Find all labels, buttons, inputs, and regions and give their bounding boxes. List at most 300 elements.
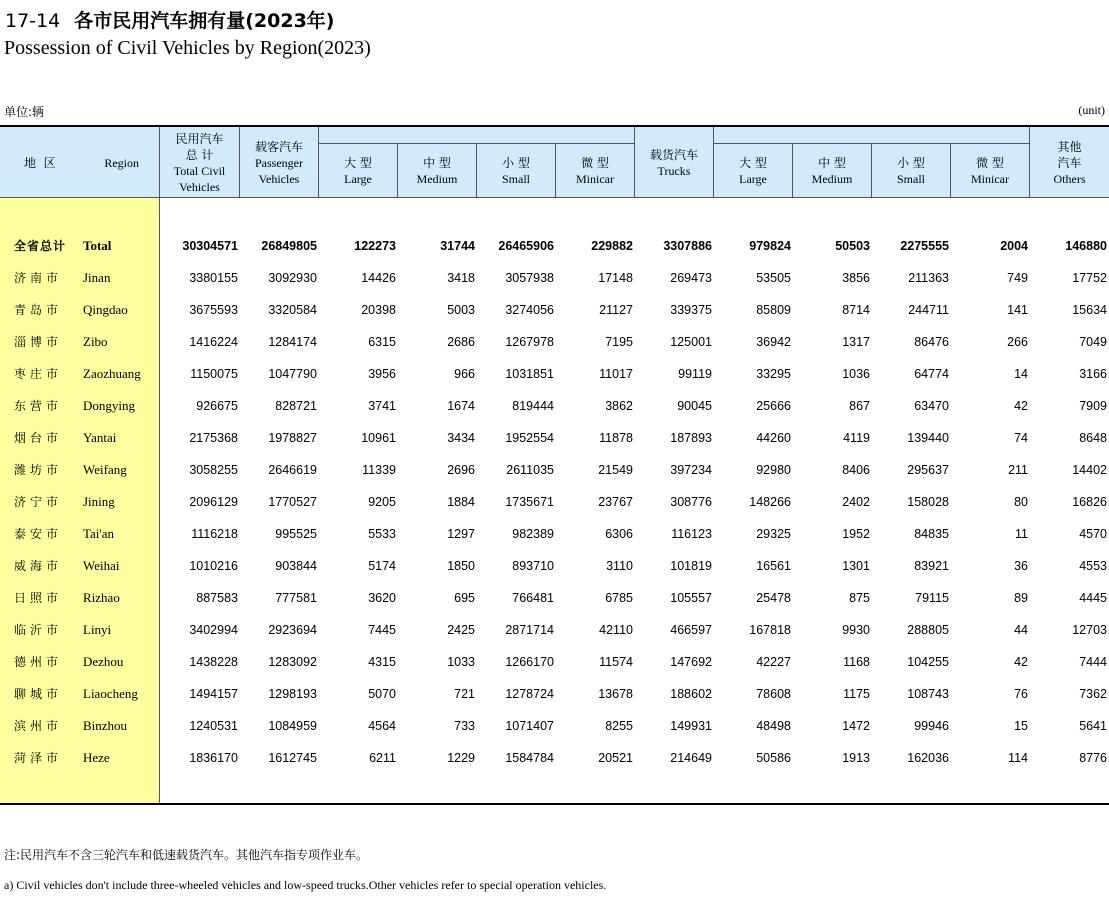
table-cell: 266 (1007, 335, 1028, 349)
table-cell: 1031851 (505, 367, 554, 381)
table-cell: 36 (1014, 559, 1028, 573)
table-cell: 17752 (1072, 271, 1107, 285)
header-others-en: Others (1053, 171, 1086, 186)
table-cell: 1071407 (505, 719, 554, 733)
table-cell: 887583 (196, 591, 238, 605)
table-cell: 84835 (914, 527, 949, 541)
table-cell: 6306 (605, 527, 633, 541)
table-cell: 1850 (447, 559, 475, 573)
header-region-en: Region (104, 155, 139, 170)
table-cell: 13678 (598, 687, 633, 701)
region-name-en: Dezhou (83, 654, 124, 669)
header-sub-divider-passenger (319, 143, 635, 144)
table-cell: 7445 (368, 623, 396, 637)
table-cell: 99119 (678, 367, 712, 381)
table-cell: 4445 (1079, 591, 1107, 605)
table-cell: 8714 (842, 303, 870, 317)
table-cell: 50586 (756, 751, 791, 765)
table-cell: 1267978 (505, 335, 554, 349)
header-t-medium (793, 144, 872, 198)
page-title-cn (5, 6, 334, 33)
header-t-medium-cn: 中 型 (818, 156, 846, 170)
table-cell: 11017 (599, 367, 633, 381)
table-row (0, 326, 1109, 358)
unit-label-cn: 单位:辆 (4, 105, 45, 119)
table-cell: 9205 (368, 495, 396, 509)
table-cell: 5174 (368, 559, 396, 573)
region-name-cn: 德州市 (14, 655, 63, 669)
table-row (0, 518, 1109, 550)
table-cell: 139440 (907, 431, 949, 445)
region-name-en: Weifang (83, 462, 127, 477)
table-cell: 3741 (368, 399, 396, 413)
table-cell: 3092930 (268, 271, 317, 285)
region-name-cn: 济宁市 (14, 495, 63, 509)
table-cell: 78608 (756, 687, 791, 701)
table-cell: 1836170 (189, 751, 238, 765)
header-t-small-cn: 小 型 (897, 156, 925, 170)
region-name-en: Rizhao (83, 590, 120, 605)
header-p-large-en: Large (344, 172, 372, 186)
header-t-large (714, 144, 793, 198)
header-sub-divider-trucks (714, 143, 1030, 144)
unit-label-en: (unit) (1078, 103, 1105, 117)
table-cell: 2275555 (900, 239, 949, 253)
region-name-en: Weihai (83, 558, 120, 573)
table-row (0, 390, 1109, 422)
table-bottom-rule (0, 803, 1109, 805)
table-cell: 11 (1015, 527, 1028, 541)
table-cell: 2923694 (268, 623, 317, 637)
table-cell: 14426 (361, 271, 396, 285)
table-cell: 926675 (196, 399, 238, 413)
table-cell: 30304571 (182, 239, 238, 253)
table-cell: 1116218 (191, 527, 238, 541)
table-cell: 141 (1007, 303, 1028, 317)
region-name-cn: 泰安市 (14, 527, 63, 541)
header-p-small-en: Small (501, 172, 530, 186)
table-cell: 3418 (447, 271, 475, 285)
table-cell: 875 (849, 591, 870, 605)
table-cell: 1278724 (505, 687, 554, 701)
table-cell: 211363 (908, 271, 949, 285)
header-p-large (319, 144, 398, 198)
table-cell: 11574 (599, 655, 633, 669)
table-cell: 8406 (842, 463, 870, 477)
table-cell: 819444 (512, 399, 554, 413)
table-cell: 2004 (1000, 239, 1028, 253)
table-cell: 1010216 (189, 559, 238, 573)
table-cell: 83921 (914, 559, 949, 573)
table-cell: 116123 (671, 527, 712, 541)
table-cell: 3862 (605, 399, 633, 413)
header-passenger-group-band (319, 127, 635, 144)
table-cell: 7444 (1079, 655, 1107, 669)
table-cell: 3307886 (663, 239, 712, 253)
table-cell: 29325 (756, 527, 791, 541)
table-row (0, 294, 1109, 326)
table-cell: 1884 (447, 495, 475, 509)
table-cell: 766481 (512, 591, 554, 605)
table-cell: 17148 (598, 271, 633, 285)
table-cell: 4570 (1079, 527, 1107, 541)
table-cell: 53505 (756, 271, 791, 285)
region-name-en: Heze (83, 750, 110, 765)
header-others-cn: 其他 汽车 (1057, 139, 1082, 170)
table-row (0, 422, 1109, 454)
table-cell: 42110 (599, 623, 633, 637)
header-t-medium-en: Medium (811, 172, 853, 186)
table-cell: 11878 (599, 431, 633, 445)
table-cell: 308776 (670, 495, 712, 509)
table-cell: 1770527 (268, 495, 317, 509)
table-cell: 3856 (842, 271, 870, 285)
region-name-cn: 全省总计 (14, 239, 67, 253)
table-cell: 4564 (368, 719, 396, 733)
header-p-minicar-en: Minicar (576, 172, 614, 186)
header-others (1030, 127, 1109, 198)
table-cell: 1301 (842, 559, 870, 573)
table-cell: 2402 (842, 495, 870, 509)
table-cell: 21127 (599, 303, 633, 317)
page-title-en: Possession of Civil Vehicles by Region(2023) (4, 37, 371, 59)
table-cell: 466597 (670, 623, 712, 637)
table-cell: 3402994 (189, 623, 238, 637)
region-name-cn: 济南市 (14, 271, 63, 285)
region-name-cn: 临沂市 (14, 623, 63, 637)
header-total-en: Total Civil Vehicles (173, 163, 226, 194)
table-cell: 2425 (447, 623, 475, 637)
table-cell: 64774 (914, 367, 949, 381)
header-t-minicar-en: Minicar (971, 172, 1009, 186)
table-cell: 7362 (1079, 687, 1107, 701)
table-cell: 5533 (368, 527, 396, 541)
table-cell: 1266170 (505, 655, 554, 669)
header-truck-group-cn: 载货汽车 (649, 147, 698, 162)
table-cell: 1168 (843, 655, 870, 669)
table-cell: 1952554 (505, 431, 554, 445)
region-name-cn: 日照市 (14, 591, 63, 605)
table-cell: 1229 (447, 751, 475, 765)
region-name-en: Qingdao (83, 302, 128, 317)
region-name-en: Jining (83, 494, 115, 509)
header-p-small (477, 144, 556, 198)
table-cell: 1240531 (189, 719, 238, 733)
table-cell: 12703 (1072, 623, 1107, 637)
header-p-minicar-cn: 微 型 (581, 156, 609, 170)
region-name-cn: 青岛市 (14, 303, 63, 317)
table-cell: 11339 (362, 463, 396, 477)
table-cell: 20398 (361, 303, 396, 317)
table-cell: 982389 (512, 527, 554, 541)
table-cell: 8648 (1079, 431, 1107, 445)
table-cell: 1283092 (268, 655, 317, 669)
table-cell: 167818 (749, 623, 791, 637)
table-cell: 2611035 (506, 463, 554, 477)
header-p-small-cn: 小 型 (502, 156, 530, 170)
table-cell: 1952 (842, 527, 870, 541)
table-cell: 397234 (670, 463, 712, 477)
table-cell: 3956 (368, 367, 396, 381)
table-row (0, 646, 1109, 678)
table-cell: 1612745 (268, 751, 317, 765)
table-cell: 5641 (1079, 719, 1107, 733)
table-cell: 20521 (598, 751, 633, 765)
header-t-large-en: Large (739, 172, 767, 186)
table-cell: 125001 (670, 335, 712, 349)
table-cell: 979824 (749, 239, 791, 253)
region-name-en: Jinan (83, 270, 111, 285)
table-cell: 3274056 (505, 303, 554, 317)
table-cell: 3057938 (505, 271, 554, 285)
region-name-cn: 淄博市 (14, 335, 63, 349)
region-name-cn: 菏泽市 (14, 751, 63, 765)
header-trucks-en: Trucks (657, 163, 691, 178)
table-cell: 7049 (1079, 335, 1107, 349)
table-cell: 114 (1008, 751, 1028, 765)
region-name-en: Yantai (83, 430, 117, 445)
table-cell: 15 (1014, 719, 1028, 733)
table-cell: 8776 (1079, 751, 1107, 765)
header-t-large-cn: 大 型 (739, 156, 767, 170)
region-name-en: Dongying (83, 398, 135, 413)
table-cell: 14402 (1072, 463, 1107, 477)
header-t-small (872, 144, 951, 198)
table-cell: 31744 (440, 239, 475, 253)
table-number: 17-14 (5, 10, 61, 32)
header-region-cn: 地 区 (24, 155, 56, 170)
table-cell: 15634 (1072, 303, 1107, 317)
table-cell: 3380155 (189, 271, 238, 285)
table-row (0, 582, 1109, 614)
header-p-medium-en: Medium (416, 172, 458, 186)
table-cell: 1494157 (189, 687, 238, 701)
table-cell: 2175368 (189, 431, 238, 445)
table-row (0, 614, 1109, 646)
table-cell: 90045 (677, 399, 712, 413)
table-row (0, 742, 1109, 774)
table-cell: 36942 (756, 335, 791, 349)
table-cell: 25666 (756, 399, 791, 413)
table-row (0, 710, 1109, 742)
table-cell: 1047790 (268, 367, 317, 381)
table-cell: 733 (454, 719, 475, 733)
table-cell: 44260 (756, 431, 791, 445)
table-cell: 777581 (275, 591, 317, 605)
table-cell: 995525 (275, 527, 317, 541)
table-cell: 92980 (756, 463, 791, 477)
header-bottom-divider (0, 197, 1109, 198)
table-cell: 1317 (842, 335, 870, 349)
table-cell: 1438228 (189, 655, 238, 669)
table-cell: 105557 (670, 591, 712, 605)
table-cell: 3110 (606, 559, 633, 573)
table-cell: 187893 (670, 431, 712, 445)
header-total (160, 127, 240, 198)
region-name-cn: 潍坊市 (14, 463, 63, 477)
table-cell: 1472 (842, 719, 870, 733)
table-row (0, 358, 1109, 390)
table-cell: 3320584 (268, 303, 317, 317)
table-cell: 828721 (275, 399, 317, 413)
table-cell: 1913 (842, 751, 870, 765)
table-cell: 147692 (670, 655, 712, 669)
table-cell: 695 (454, 591, 475, 605)
region-name-en: Tai'an (83, 526, 115, 541)
table-cell: 44 (1014, 623, 1028, 637)
region-name-en: Linyi (83, 622, 112, 637)
table-row (0, 230, 1109, 262)
table-row (0, 486, 1109, 518)
table-cell: 5003 (447, 303, 475, 317)
header-passenger-en: Passenger Vehicles (255, 155, 303, 186)
table-cell: 867 (849, 399, 870, 413)
table-cell: 1584784 (505, 751, 554, 765)
table-cell: 3166 (1079, 367, 1107, 381)
table-cell: 16826 (1072, 495, 1107, 509)
table-cell: 146880 (1065, 239, 1107, 253)
table-cell: 1978827 (268, 431, 317, 445)
table-cell: 10961 (361, 431, 396, 445)
table-cell: 6211 (369, 751, 396, 765)
region-name-cn: 东营市 (14, 399, 63, 413)
header-total-cn: 民用汽车 总 计 (175, 131, 224, 162)
table-cell: 79115 (915, 591, 949, 605)
table-cell: 1297 (447, 527, 475, 541)
table-cell: 14 (1014, 367, 1028, 381)
table-cell: 48498 (756, 719, 791, 733)
table-cell: 1150075 (190, 367, 238, 381)
table-cell: 86476 (914, 335, 949, 349)
table-cell: 4553 (1079, 559, 1107, 573)
table-cell: 122273 (354, 239, 396, 253)
region-name-cn: 滨州市 (14, 719, 63, 733)
region-name-cn: 威海市 (14, 559, 63, 573)
table-cell: 108743 (907, 687, 949, 701)
table-cell: 339375 (670, 303, 712, 317)
table-cell: 42 (1014, 399, 1028, 413)
table-cell: 158028 (907, 495, 949, 509)
table-cell: 80 (1014, 495, 1028, 509)
footnote-cn: 注:民用汽车不含三轮汽车和低速载货汽车。其他汽车指专项作业车。 (4, 848, 369, 862)
table-cell: 2686 (447, 335, 475, 349)
table-cell: 6315 (368, 335, 396, 349)
table-cell: 4315 (368, 655, 396, 669)
table-cell: 1416224 (189, 335, 238, 349)
header-p-large-cn: 大 型 (344, 156, 372, 170)
table-cell: 26849805 (261, 239, 317, 253)
header-t-minicar (951, 144, 1030, 198)
table-cell: 721 (454, 687, 475, 701)
table-cell: 211 (1008, 463, 1028, 477)
table-cell: 42 (1014, 655, 1028, 669)
table-cell: 2871714 (505, 623, 554, 637)
header-trucks (635, 127, 714, 198)
table-cell: 2696 (447, 463, 475, 477)
region-name-en: Liaocheng (83, 686, 138, 701)
header-p-medium (398, 144, 477, 198)
table-cell: 26465906 (498, 239, 554, 253)
table-row (0, 454, 1109, 486)
table-cell: 7909 (1079, 399, 1107, 413)
table-cell: 893710 (512, 559, 554, 573)
table-cell: 2096129 (189, 495, 238, 509)
table-cell: 288805 (907, 623, 949, 637)
table-cell: 7195 (605, 335, 633, 349)
table-cell: 2646619 (268, 463, 317, 477)
table-cell: 23767 (598, 495, 633, 509)
table-cell: 229882 (591, 239, 633, 253)
table-cell: 1084959 (268, 719, 317, 733)
table-cell: 966 (454, 367, 475, 381)
table-cell: 1036 (842, 367, 870, 381)
footnote-en: a) Civil vehicles don't include three-wheeled vehicles and low-speed trucks.Other vehicles refer to special operation vehicles. (4, 878, 607, 892)
header-passenger (240, 127, 319, 198)
table-cell: 25478 (756, 591, 791, 605)
region-name-cn: 烟台市 (14, 431, 63, 445)
table-cell: 50503 (835, 239, 870, 253)
table-cell: 3058255 (189, 463, 238, 477)
table-cell: 6785 (605, 591, 633, 605)
table-cell: 9930 (842, 623, 870, 637)
table-cell: 104255 (907, 655, 949, 669)
region-name-en: Zaozhuang (83, 366, 141, 381)
region-name-cn: 聊城市 (14, 687, 63, 701)
header-p-minicar (556, 144, 635, 198)
table-cell: 295637 (907, 463, 949, 477)
table-cell: 162036 (907, 751, 949, 765)
header-t-minicar-cn: 微 型 (976, 156, 1004, 170)
table-cell: 244711 (908, 303, 949, 317)
table-cell: 4119 (843, 431, 870, 445)
table-cell: 269473 (670, 271, 712, 285)
header-truck-group-band (714, 127, 1030, 144)
region-name-en: Total (83, 238, 112, 253)
region-name-en: Binzhou (83, 718, 128, 733)
table-cell: 1298193 (268, 687, 317, 701)
table-row (0, 262, 1109, 294)
table-cell: 21549 (598, 463, 633, 477)
table-cell: 1674 (447, 399, 475, 413)
table-cell: 101819 (670, 559, 712, 573)
table-cell: 85809 (756, 303, 791, 317)
table-cell: 1175 (843, 687, 870, 701)
table-cell: 148266 (749, 495, 791, 509)
table-cell: 3434 (447, 431, 475, 445)
table-row (0, 550, 1109, 582)
title-cn-text: 各市民用汽车拥有量(2023年) (74, 10, 335, 32)
table-cell: 42227 (756, 655, 791, 669)
region-name-cn: 枣庄市 (14, 367, 63, 381)
table-cell: 3620 (368, 591, 396, 605)
table-cell: 99946 (914, 719, 949, 733)
header-region (0, 127, 160, 198)
table-cell: 1735671 (505, 495, 554, 509)
table-cell: 1284174 (268, 335, 317, 349)
table-cell: 89 (1014, 591, 1028, 605)
table-cell: 63470 (914, 399, 949, 413)
table-cell: 76 (1014, 687, 1028, 701)
table-cell: 33295 (756, 367, 791, 381)
header-p-medium-cn: 中 型 (423, 156, 451, 170)
table-cell: 74 (1014, 431, 1028, 445)
header-passenger-group-cn: 载客汽车 (254, 139, 303, 154)
region-name-en: Zibo (83, 334, 108, 349)
header-t-small-en: Small (896, 172, 925, 186)
table-cell: 749 (1007, 271, 1028, 285)
table-cell: 3675593 (189, 303, 238, 317)
table-cell: 214649 (670, 751, 712, 765)
